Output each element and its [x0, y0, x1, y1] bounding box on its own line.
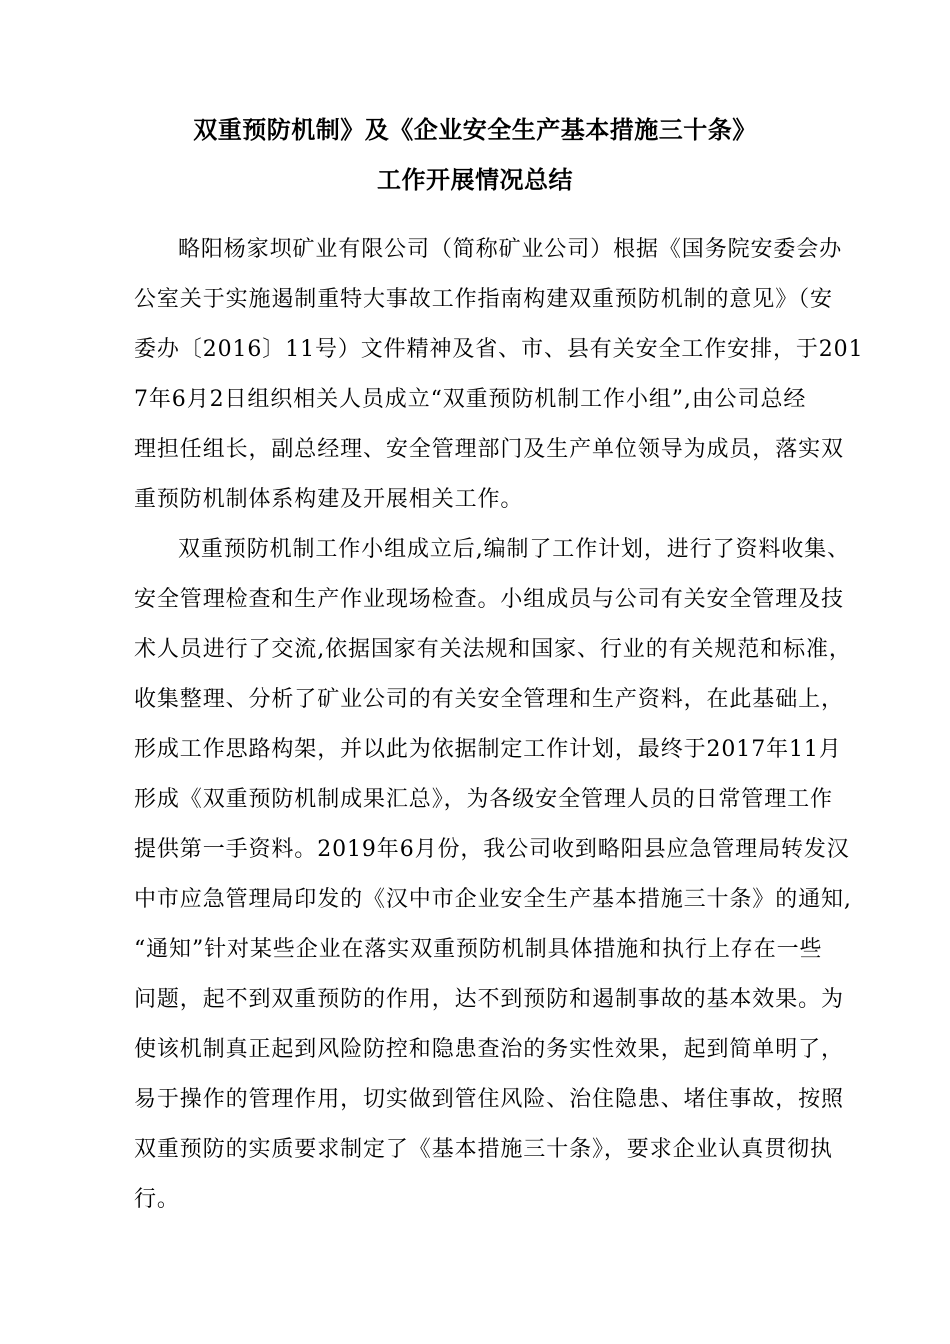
document-title-line-1: 双重预防机制》及《企业安全生产基本措施三十条》 [193, 116, 757, 144]
paragraph-line: 双重预防机制工作小组成立后,编制了工作计划，进行了资料收集、 [178, 537, 850, 562]
document-body [134, 225, 864, 1225]
document-title-line-2: 工作开展情况总结 [377, 166, 573, 194]
paragraph-line: 7年6月2日组织相关人员成立“双重预防机制工作小组”,由公司总经 [134, 387, 807, 412]
paragraph-line: 公室关于实施遏制重特大事故工作指南构建双重预防机制的意见》（安 [134, 287, 833, 312]
paragraph-line: 易于操作的管理作用，切实做到管住风险、治住隐患、堵住事故，按照 [134, 1087, 844, 1112]
paragraph-line: 行。 [134, 1187, 180, 1212]
paragraph-line: 理担任组长，副总经理、安全管理部门及生产单位领导为成员，落实双 [134, 437, 844, 462]
paragraph-line: 形成工作思路构架，并以此为依据制定工作计划，最终于2017年11月 [134, 737, 842, 762]
paragraph-line: 安全管理检查和生产作业现场检查。小组成员与公司有关安全管理及技 [134, 587, 844, 612]
paragraph-line: 术人员进行了交流,依据国家有关法规和国家、行业的有关规范和标准， [134, 637, 852, 662]
paragraph-2 [134, 525, 852, 1225]
paragraph-1 [134, 225, 864, 525]
paragraph-line: “通知”针对某些企业在落实双重预防机制具体措施和执行上存在一些 [134, 937, 823, 962]
paragraph-line: 略阳杨家坝矿业有限公司（简称矿业公司）根据《国务院安委会办 [178, 237, 843, 262]
paragraph-line: 提供第一手资料。2019年6月份，我公司收到略阳县应急管理局转发汉 [134, 837, 850, 862]
paragraph-line: 形成《双重预防机制成果汇总》，为各级安全管理人员的日常管理工作 [134, 787, 833, 812]
paragraph-line: 收集整理、分析了矿业公司的有关安全管理和生产资料，在此基础上， [134, 687, 844, 712]
paragraph-line: 双重预防的实质要求制定了《基本措施三十条》，要求企业认真贯彻执 [134, 1137, 833, 1162]
paragraph-line: 中市应急管理局印发的《汉中市企业安全生产基本措施三十条》的通知, [134, 887, 852, 912]
paragraph-line: 委办〔2016〕11号）文件精神及省、市、县有关安全工作安排，于201 [134, 337, 864, 362]
paragraph-line: 使该机制真正起到风险防控和隐患查治的务实性效果，起到简单明了， [134, 1037, 844, 1062]
paragraph-line: 问题，起不到双重预防的作用，达不到预防和遏制事故的基本效果。为 [134, 987, 844, 1012]
paragraph-line: 重预防机制体系构建及开展相关工作。 [134, 487, 524, 512]
